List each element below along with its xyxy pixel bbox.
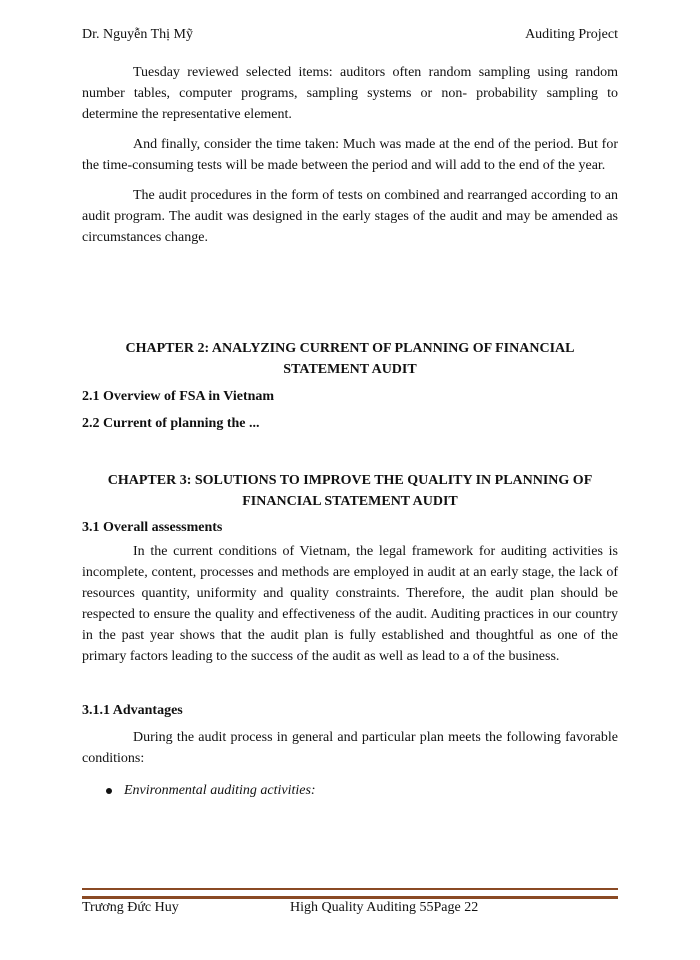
section-2-1-heading: 2.1 Overview of FSA in Vietnam bbox=[82, 389, 275, 404]
paragraph-advantages: During the audit process in general and particular plan meets the following favorable conditions: bbox=[82, 730, 618, 766]
paragraph-sampling: Tuesday reviewed selected items: auditors often random sampling using random number tables, computer programs, sampling systems or non- probability sampling to determine the representative element. bbox=[82, 65, 618, 122]
chapter-2-title-line-2: STATEMENT AUDIT bbox=[283, 362, 417, 377]
bullet-environmental bbox=[82, 780, 618, 801]
bullet-text: Environmental auditing activities: bbox=[124, 783, 316, 798]
chapter-2-title-line-1: CHAPTER 2: ANALYZING CURRENT OF PLANNING OF FINANCIAL bbox=[125, 341, 575, 356]
page-body bbox=[82, 62, 618, 801]
header-author: Dr. Nguyễn Thị Mỹ bbox=[82, 27, 193, 42]
chapter-3-title-line-1: CHAPTER 3: SOLUTIONS TO IMPROVE THE QUALITY IN PLANNING OF bbox=[107, 473, 593, 488]
paragraph-overall-assessments: In the current conditions of Vietnam, the legal framework for auditing activities is incomplete, content, processes and methods are employed in audit at an early stage, the lack of resources quantity, uniformity and quality constraints. Therefore, the audit plan should be respected to ensure the quality and effectiveness of the audit. Auditing practices in our country in the past year shows that the audit plan is fully established and thoughtful as one of the primary factors leading to the success of the audit as well as lead to a of the business. bbox=[82, 544, 618, 664]
paragraph-time-taken: And finally, consider the time taken: Much was made at the end of the period. But for the time-consuming tests will be made between the period and will add to the end of the year. bbox=[82, 137, 618, 173]
page-header bbox=[82, 27, 618, 47]
footer-page-info: High Quality Auditing 55Page 22 bbox=[290, 900, 479, 915]
footer-name: Trương Đức Huy bbox=[82, 900, 179, 915]
footer-rule bbox=[82, 888, 618, 899]
section-3-1-1-heading: 3.1.1 Advantages bbox=[82, 703, 183, 718]
chapter-3-title-line-2: FINANCIAL STATEMENT AUDIT bbox=[242, 494, 458, 509]
section-2-2-heading: 2.2 Current of planning the ... bbox=[82, 416, 260, 431]
paragraph-audit-procedures: The audit procedures in the form of tests on combined and rearranged according to an audit program. The audit was designed in the early stages of the audit and may be amended as circumstances change. bbox=[82, 188, 618, 245]
bullet-dot-icon bbox=[106, 788, 112, 794]
section-3-1-heading: 3.1 Overall assessments bbox=[82, 520, 223, 535]
header-title: Auditing Project bbox=[525, 27, 618, 42]
